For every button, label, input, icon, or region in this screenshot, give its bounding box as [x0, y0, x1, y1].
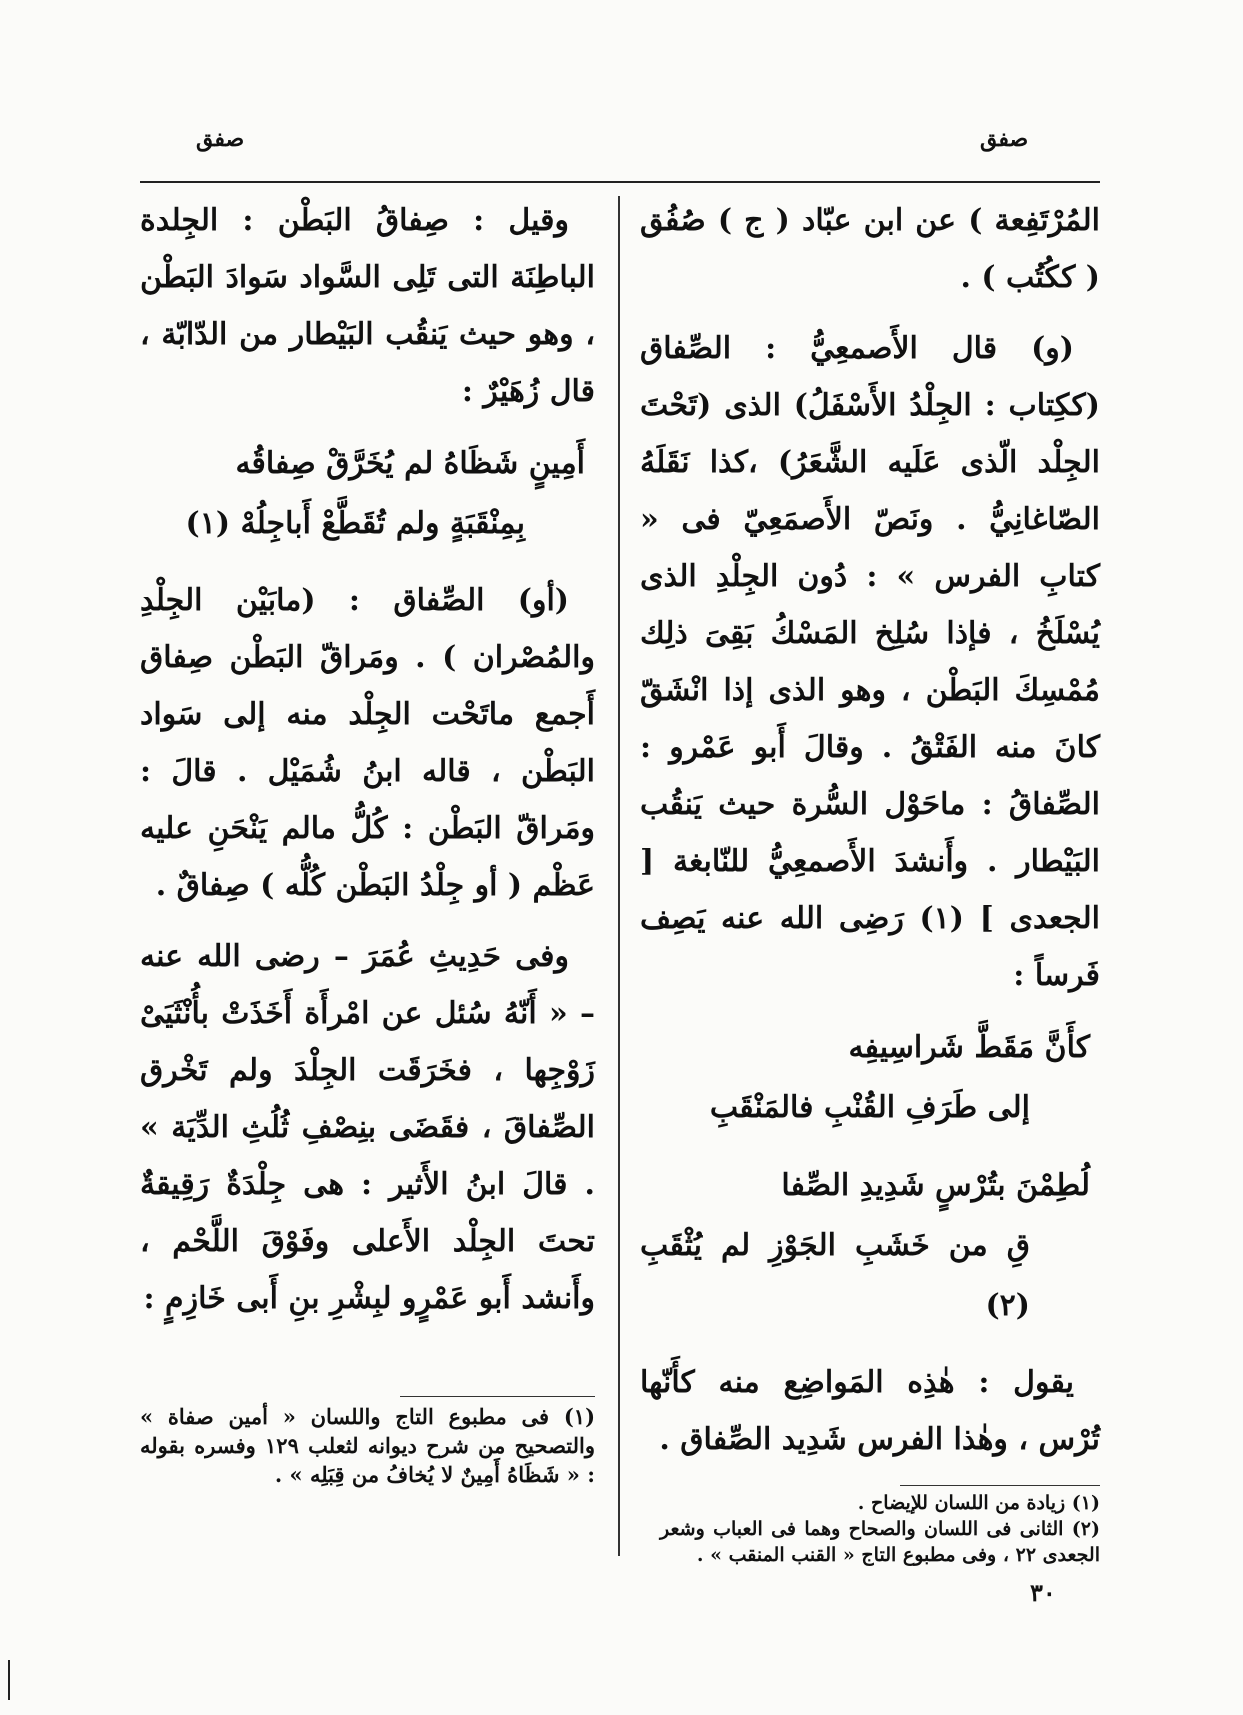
scan-margin-mark	[8, 1660, 10, 1700]
header-title-left: صفق	[196, 126, 245, 152]
page-number: ٣٠	[1030, 1578, 1056, 1607]
left-paragraph-3: وفى حَدِيثِ عُمَرَ – رضى الله عنه – « أَنّهُ سُئل عن امْرأَة أَخَذَتْ بأُنْثَيَىْ زَوْجِها ، فخَرَقَت الجِلْدَ ولم تَخْرق الصِّفاقَ ، فقَضَى بنِصْفِ ثُلُثِ الدِّيَة » . قالَ ابنُ الأَثير : هى جِلْدَةٌ رَقِيقةٌ تحتَ الجِلْد الأَعلى وفَوْقَ اللَّحْم ، وأَنشد أَبو عَمْرٍو لبِشْرِ بنِ أَبى خَازِمٍ :	[140, 939, 595, 1316]
right-paragraph-1: المُرْتَفِعة ) عن ابن عبّاد ( ج ) صُفُق ( ككُتُب ) .	[640, 203, 1100, 295]
right-paragraph-3: يقول : هٰذِه المَواضِع منه كأَنّها تُرْس ، وهٰذا الفرس شَدِيد الصِّفاق .	[640, 1365, 1100, 1457]
verse-line: إلى طَرَفِ القُنْبِ فالمَنْقَبِ	[709, 1090, 1030, 1125]
left-paragraph-1: وقيل : صِفاقُ البَطْن : الجِلدة الباطِنَة التى تَلِى السَّواد سَوادَ البَطْن ، وهو حيث يَنقُب البَيْطار من الدّابّة ، قال زُهَيْرٌ :	[140, 203, 595, 409]
footnotes-right	[660, 1490, 1100, 1568]
footnote-rule-left	[400, 1396, 595, 1397]
right-column	[640, 192, 1100, 1482]
right-verse-2	[640, 1156, 1100, 1336]
footnotes-left	[140, 1402, 595, 1489]
verse-line: أَمِينٍ شَظَاهُ لم يُخَرَّقْ صِفاقُه	[235, 446, 585, 481]
footnote: (١) زيادة من اللسان للإيضاح .	[857, 1492, 1100, 1514]
left-verse	[140, 434, 595, 554]
footnote: (١) فى مطبوع التاج واللسان « أمين صفاة » والتصحيح من شرح ديوانه لثعلب ١٢٩ وفسره بقوله : « شَظَاهُ أَمِينٌ لا يُخافُ من قِبَلِه » .	[140, 1404, 595, 1487]
left-paragraph-2: (أو) الصِّفاق : (مابَيْن الجِلْدِ والمُصْران ) . ومَراقّ البَطْن صِفاق أَجمع ماتَحْت الجِلْد منه إلى سَواد البَطْن ، قاله ابنُ شُمَيْل . قالَ : ومَراقّ البَطْن : كُلُّ مالم يَنْحَنِ عليه عَظْم ( أو جِلْدُ البَطْن كُلُّه ) صِفاقٌ .	[140, 583, 595, 903]
footnote: (٢) الثانى فى اللسان والصحاح وهما فى العباب وشعر الجعدى ٢٢ ، وفى مطبوع التاج « القنب المنقب » .	[660, 1518, 1100, 1566]
verse-line: قِ من خَشَبِ الجَوْزِ لم يُثْقَبِ (٢)	[640, 1228, 1030, 1323]
left-column	[140, 192, 595, 1341]
footnote-rule-right	[900, 1485, 1100, 1486]
column-divider	[618, 196, 620, 1556]
right-paragraph-2: (و) قال الأَصمعِيُّ : الصِّفاق (ككِتاب : الجِلْدُ الأَسْفَلُ) الذى (تَحْتَ الجِلْد الّذى عَلَيه الشَّعَرُ) ،كذا نَقَلَهُ الصّاغانِيُّ . ونَصّ الأَصمَعِيّ فى « كتابِ الفرس » : دُون الجِلْدِ الذى يُسْلَخُ ، فإذا سُلِخ المَسْكُ بَقِىَ ذلِك مُمْسِكَ البَطْن ، وهو الذى إذا انْشَقّ كانَ منه الفَتْقُ . وقالَ أَبو عَمْرو : الصِّفاقُ : ماحَوْل السُّرة حيث يَنقُب البَيْطار . وأَنشدَ الأَصمعِيُّ للنّابغة [ الجعدى ] (١) رَضِى الله عنه يَصِف فَرساً :	[640, 331, 1101, 993]
header-rule	[140, 181, 1100, 183]
verse-line: لُطِمْنَ بتُرْسٍ شَدِيدِ الصِّفا	[781, 1168, 1090, 1203]
verse-line: بِمِنْقَبَةٍ ولم تُقَطَّعْ أَباجِلُهْ (١)	[185, 506, 525, 541]
header-title-right: صفق	[980, 126, 1029, 152]
right-verse-1	[640, 1018, 1100, 1138]
verse-line: كأَنَّ مَقَطَّ شَراسِيفِه	[848, 1030, 1090, 1065]
